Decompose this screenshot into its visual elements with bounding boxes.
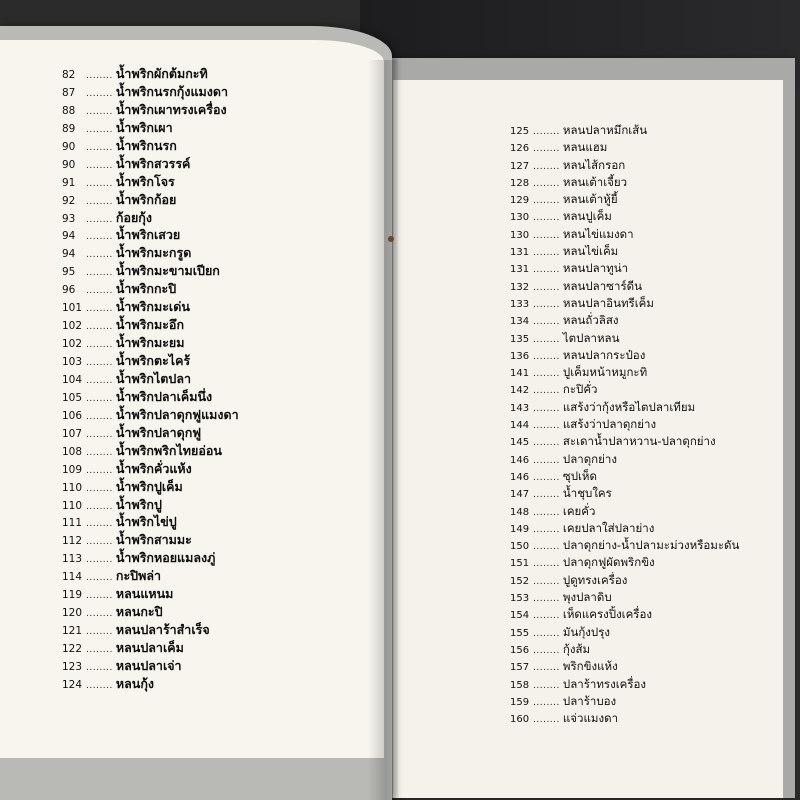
toc-entry (510, 172, 790, 189)
page-number: 108 (62, 445, 83, 458)
leader-dots: ........ (533, 490, 560, 501)
leader-dots: ........ (533, 715, 560, 726)
toc-entry (510, 206, 790, 223)
page-number: 141 (510, 368, 530, 380)
leader-dots: ........ (533, 455, 560, 466)
recipe-title: น้ำพริกปู (115, 496, 162, 512)
leader-dots: ........ (533, 230, 560, 241)
recipe-title: หลนไส้กรอก (562, 157, 626, 172)
leader-dots: ........ (533, 594, 560, 605)
leader-dots: ........ (533, 663, 560, 674)
recipe-title: น้ำพริกไข่ปู (115, 514, 177, 530)
recipe-title: น้ำพริกปูเค็ม (115, 478, 183, 494)
page-number: 155 (510, 627, 530, 639)
page-number: 135 (510, 333, 530, 345)
page-number: 160 (510, 714, 530, 726)
page-number: 142 (510, 385, 530, 397)
leader-dots: ........ (86, 429, 113, 440)
recipe-title: หลนกุ้ง (115, 675, 155, 691)
page-number: 120 (62, 607, 83, 620)
page-number: 146 (510, 454, 530, 466)
toc-entry (62, 477, 372, 495)
recipe-title: หลนปลาหมึกเส้น (562, 123, 648, 137)
toc-entry (510, 570, 790, 587)
toc-entry (62, 656, 372, 674)
recipe-title: หลนปลาซาร์ดีน (562, 278, 642, 293)
recipe-title: หลนปลากระป๋อง (562, 347, 646, 362)
toc-entry (62, 566, 372, 584)
page-number: 94 (62, 230, 76, 243)
leader-dots: ........ (533, 507, 560, 518)
toc-entry (510, 414, 790, 431)
recipe-title: น้ำชุบใคร (562, 486, 612, 501)
toc-entry (510, 535, 790, 552)
page-number: 105 (62, 391, 83, 404)
toc-entry (62, 620, 372, 638)
toc-entry (510, 276, 790, 293)
recipe-title: พุงปลาดิบ (562, 590, 612, 605)
recipe-title: มันกุ้งปรุง (562, 624, 611, 639)
leader-dots: ........ (533, 282, 560, 293)
page-number: 149 (510, 523, 530, 535)
leader-dots: ........ (86, 106, 113, 117)
toc-entry (62, 190, 372, 208)
toc-entry (510, 120, 790, 137)
toc-entry (510, 656, 790, 673)
leader-dots: ........ (86, 178, 113, 189)
page-number: 106 (62, 409, 83, 422)
toc-entry (510, 674, 790, 691)
toc-entry (510, 379, 790, 396)
leader-dots: ........ (86, 447, 113, 458)
leader-dots: ........ (533, 161, 560, 172)
recipe-title: หลนปูเค็ม (562, 209, 612, 224)
page-number: 148 (510, 506, 530, 518)
leader-dots: ........ (533, 524, 560, 535)
page-number: 90 (62, 158, 76, 171)
page-number: 130 (510, 212, 530, 224)
page-number: 133 (510, 298, 530, 310)
leader-dots: ........ (86, 555, 113, 566)
toc-entry (62, 512, 372, 530)
leader-dots: ........ (86, 196, 113, 207)
toc-entry (510, 449, 790, 466)
toc-entry (62, 297, 372, 315)
toc-entry (62, 279, 372, 297)
leader-dots: ........ (86, 322, 113, 333)
toc-entry (62, 333, 372, 351)
page-number: 158 (510, 679, 530, 691)
page-number: 159 (510, 696, 530, 708)
recipe-title: เคยคั่ว (562, 503, 596, 518)
page-number: 125 (510, 126, 530, 137)
toc-entry (62, 495, 372, 513)
recipe-title: ก้อยกุ้ง (115, 209, 152, 225)
leader-dots: ........ (533, 611, 560, 622)
leader-dots: ........ (533, 334, 560, 345)
recipe-title: เห็ดแครงปิ้งเครื่อง (562, 607, 653, 622)
recipe-title: กุ้งส้ม (562, 641, 591, 656)
leader-dots: ........ (86, 358, 113, 368)
leader-dots: ........ (86, 393, 113, 404)
page-number: 88 (62, 104, 76, 117)
recipe-title: น้ำพริกนรกกุ้งแมงดา (115, 83, 229, 99)
leader-dots: ........ (86, 124, 113, 135)
leader-dots: ........ (533, 680, 560, 691)
page-number: 128 (510, 177, 530, 189)
toc-entry (62, 638, 372, 656)
recipe-title: ปลาร้าบอง (562, 693, 617, 708)
toc-entry (510, 708, 790, 725)
page-number: 127 (510, 160, 530, 172)
recipe-title: หลนแหนม (115, 586, 174, 602)
page-number: 131 (510, 247, 530, 259)
toc-entry (510, 345, 790, 362)
leader-dots: ........ (533, 542, 560, 553)
page-number: 130 (510, 229, 530, 241)
toc-entry (62, 118, 372, 136)
leader-dots: ........ (86, 411, 113, 422)
leader-dots: ........ (86, 304, 113, 315)
toc-entry (510, 224, 790, 241)
leader-dots: ........ (86, 501, 113, 512)
leader-dots: ........ (86, 142, 113, 153)
leader-dots: ........ (86, 88, 113, 99)
recipe-title: หลนปลาร้าสำเร็จ (115, 622, 210, 638)
toc-entry (62, 369, 372, 387)
recipe-title: หลนปลาเจ่า (115, 657, 182, 673)
recipe-title: ปลาดุกย่าง (562, 451, 617, 466)
recipe-title: แสร้งว่ากุ้งหรือไตปลาเทียม (562, 399, 696, 414)
recipe-title: กะปิพล่า (115, 568, 162, 584)
page-number: 95 (62, 266, 76, 279)
recipe-title: ปูเค็มหน้าหมูกะทิ (562, 365, 648, 380)
page-number: 96 (62, 284, 76, 297)
recipe-title: สะเดาน้ำปลาหวาน-ปลาดุกย่าง (562, 434, 716, 449)
toc-entry (62, 225, 372, 243)
toc-entry (62, 315, 372, 333)
leader-dots: ........ (86, 537, 113, 548)
page-number: 122 (62, 643, 83, 655)
leader-dots: ........ (86, 375, 113, 386)
toc-entry (510, 137, 790, 154)
leader-dots: ........ (86, 250, 113, 261)
page-number: 131 (510, 264, 530, 276)
toc-entry (510, 397, 790, 414)
leader-dots: ........ (86, 340, 113, 351)
recipe-title: น้ำพริกสามมะ (115, 532, 192, 548)
recipe-title: น้ำพริกคั่วแห้ง (115, 460, 192, 476)
recipe-title: หลนแฮม (562, 140, 608, 155)
recipe-title: แจ่วแมงดา (562, 711, 619, 726)
leader-dots: ........ (86, 232, 113, 243)
toc-entry (62, 548, 372, 566)
leader-dots: ........ (86, 591, 113, 602)
recipe-title: ไตปลาหลน (562, 330, 620, 345)
page-number: 89 (62, 122, 76, 135)
toc-entry (510, 587, 790, 604)
toc-left-column (62, 64, 372, 692)
recipe-title: หลนเต้าเจี้ยว (562, 174, 628, 189)
page-number: 151 (510, 558, 530, 570)
toc-entry (510, 362, 790, 379)
leader-dots: ........ (86, 645, 113, 655)
leader-dots: ........ (533, 472, 560, 483)
toc-entry (62, 584, 372, 602)
recipe-title: พริกขิงแห้ง (562, 659, 618, 674)
leader-dots: ........ (533, 196, 560, 207)
page-number: 119 (62, 589, 83, 602)
recipe-title: น้ำพริกเสวย (115, 227, 181, 243)
page-number: 150 (510, 541, 530, 553)
page-number: 124 (62, 678, 83, 691)
leader-dots: ........ (533, 645, 560, 656)
page-number: 153 (510, 593, 530, 605)
toc-entry (62, 441, 372, 459)
recipe-title: ปลาร้าทรงเครื่อง (562, 676, 647, 691)
leader-dots: ........ (533, 178, 560, 189)
leader-dots: ........ (86, 286, 113, 297)
leader-dots: ........ (533, 317, 560, 328)
toc-entry (510, 604, 790, 621)
paper-speck (388, 236, 394, 242)
leader-dots: ........ (533, 421, 560, 432)
page-number: 154 (510, 610, 530, 622)
leader-dots: ........ (533, 299, 560, 310)
leader-dots: ........ (533, 248, 560, 259)
toc-entry (62, 136, 372, 154)
toc-entry (62, 154, 372, 172)
page-number: 152 (510, 575, 530, 587)
toc-entry (62, 387, 372, 405)
toc-entry (62, 64, 372, 82)
page-number: 146 (510, 471, 530, 483)
page-number: 157 (510, 662, 530, 674)
recipe-title: หลนถั่วลิสง (562, 313, 619, 328)
leader-dots: ........ (86, 214, 113, 225)
page-number: 103 (62, 356, 83, 368)
leader-dots: ........ (86, 160, 113, 171)
toc-entry (62, 172, 372, 190)
toc-entry (510, 483, 790, 500)
page-number: 91 (62, 176, 76, 189)
recipe-title: น้ำพริกหอยแมลงภู่ (115, 550, 216, 566)
toc-entry (510, 310, 790, 327)
recipe-title: น้ำพริกมะอึก (115, 317, 185, 333)
toc-entry (62, 530, 372, 548)
leader-dots: ........ (533, 144, 560, 155)
leader-dots: ........ (86, 662, 113, 673)
toc-right-column (510, 120, 790, 725)
page-number: 111 (62, 517, 83, 530)
recipe-title: น้ำพริกไตปลา (115, 370, 191, 386)
recipe-title: น้ำพริกมะขามเปียก (115, 263, 220, 279)
toc-entry (62, 100, 372, 118)
page-number: 109 (62, 463, 83, 476)
recipe-title: น้ำพริกนรก (115, 137, 177, 153)
recipe-title: ปูดูทรงเครื่อง (562, 572, 628, 587)
toc-entry (510, 293, 790, 310)
page-number: 101 (62, 302, 83, 315)
page-number: 147 (510, 489, 530, 501)
recipe-title: น้ำพริกเผา (115, 119, 173, 135)
page-number: 82 (62, 69, 76, 81)
toc-entry (510, 501, 790, 518)
recipe-title: น้ำพริกพริกไทยอ่อน (115, 442, 222, 458)
toc-entry (62, 459, 372, 477)
page-number: 134 (510, 316, 530, 328)
page-number: 102 (62, 338, 83, 351)
toc-entry (510, 552, 790, 569)
recipe-title: หลนปลาเค็ม (115, 640, 184, 655)
page-number: 90 (62, 140, 76, 153)
page-number: 143 (510, 402, 530, 414)
page-number: 129 (510, 195, 530, 207)
page-number: 126 (510, 143, 530, 155)
page-number: 110 (62, 481, 83, 494)
page-number: 102 (62, 320, 83, 333)
recipe-title: น้ำพริกมะยม (115, 335, 185, 351)
page-number: 104 (62, 373, 83, 386)
toc-entry (510, 328, 790, 345)
recipe-title: หลนปลาอินทรีเค็ม (562, 295, 654, 310)
recipe-title: น้ำพริกปลาเค็มนึ่ง (115, 388, 213, 404)
leader-dots: ........ (533, 403, 560, 414)
leader-dots: ........ (533, 438, 560, 449)
recipe-title: น้ำพริกโจร (115, 173, 175, 189)
leader-dots: ........ (86, 465, 113, 476)
leader-dots: ........ (533, 386, 560, 397)
leader-dots: ........ (86, 609, 113, 620)
toc-entry (62, 602, 372, 620)
leader-dots: ........ (533, 559, 560, 570)
toc-entry (62, 405, 372, 423)
recipe-title: น้ำพริกปลาดุกฟู (115, 424, 202, 440)
recipe-title: แสร้งว่าปลาดุกย่าง (562, 417, 657, 432)
toc-entry (510, 622, 790, 639)
recipe-title: ปลาดุกฟูผัดพริกขิง (562, 555, 655, 570)
recipe-title: น้ำพริกก้อย (115, 191, 177, 207)
leader-dots: ........ (86, 268, 113, 279)
recipe-title: กะปิคั่ว (562, 382, 598, 397)
recipe-title: หลนปลาทูน่า (562, 261, 629, 276)
book-gutter (368, 60, 398, 800)
recipe-title: น้ำพริกเผาทรงเครื่อง (115, 101, 227, 117)
leader-dots: ........ (86, 71, 113, 81)
toc-entry (510, 258, 790, 275)
leader-dots: ........ (533, 351, 560, 362)
page-number: 114 (62, 571, 83, 584)
recipe-title: หลนไข่เค็ม (562, 244, 619, 259)
recipe-title: เคยปลาใส่ปลาย่าง (562, 520, 655, 535)
leader-dots: ........ (533, 213, 560, 224)
toc-entry (62, 674, 372, 692)
toc-entry (510, 189, 790, 206)
leader-dots: ........ (86, 519, 113, 530)
recipe-title: น้ำพริกผักต้มกะทิ (115, 66, 208, 81)
leader-dots: ........ (533, 265, 560, 276)
toc-entry (510, 241, 790, 258)
recipe-title: น้ำพริกมะเด่น (115, 299, 190, 315)
leader-dots: ........ (86, 573, 113, 584)
recipe-title: น้ำพริกมะกรูด (115, 245, 192, 261)
toc-entry (510, 691, 790, 708)
leader-dots: ........ (86, 483, 113, 494)
leader-dots: ........ (533, 697, 560, 708)
recipe-title: หลนเต้าหู้ยี้ (562, 192, 618, 207)
leader-dots: ........ (86, 680, 113, 691)
leader-dots: ........ (533, 576, 560, 587)
page-number: 136 (510, 350, 530, 362)
page-number: 94 (62, 248, 76, 261)
page-number: 144 (510, 420, 530, 432)
page-number: 113 (62, 553, 83, 566)
leader-dots: ........ (533, 127, 560, 137)
page-number: 107 (62, 427, 83, 440)
toc-entry (62, 423, 372, 441)
leader-dots: ........ (533, 628, 560, 639)
page-number: 156 (510, 644, 530, 656)
page-number: 93 (62, 212, 76, 225)
recipe-title: น้ำพริกตะไคร้ (115, 353, 191, 368)
recipe-title: ซุปเห็ด (562, 468, 597, 483)
toc-entry (62, 82, 372, 100)
page-number: 132 (510, 281, 530, 293)
toc-entry (510, 639, 790, 656)
toc-entry (62, 351, 372, 369)
recipe-title: น้ำพริกปลาดุกฟูแมงดา (115, 406, 239, 422)
page-number: 87 (62, 86, 76, 99)
recipe-title: หลนไข่แมงดา (562, 226, 634, 241)
leader-dots: ........ (86, 627, 113, 638)
recipe-title: ปลาดุกย่าง-น้ำปลามะม่วงหรือมะดัน (562, 538, 740, 553)
page-number: 112 (62, 535, 83, 548)
page-number: 145 (510, 437, 530, 449)
page-number: 123 (62, 660, 83, 673)
recipe-title: น้ำพริกกะปิ (115, 281, 177, 297)
toc-entry (510, 518, 790, 535)
page-number: 110 (62, 499, 83, 512)
recipe-title: หลนกะปิ (115, 604, 163, 620)
toc-entry (510, 431, 790, 448)
recipe-title: น้ำพริกสวรรค์ (115, 155, 191, 171)
toc-entry (62, 208, 372, 226)
toc-entry (62, 243, 372, 261)
toc-entry (510, 466, 790, 483)
toc-entry (62, 261, 372, 279)
toc-entry (510, 155, 790, 172)
page-number: 121 (62, 625, 83, 638)
leader-dots: ........ (533, 369, 560, 380)
page-number: 92 (62, 194, 76, 207)
